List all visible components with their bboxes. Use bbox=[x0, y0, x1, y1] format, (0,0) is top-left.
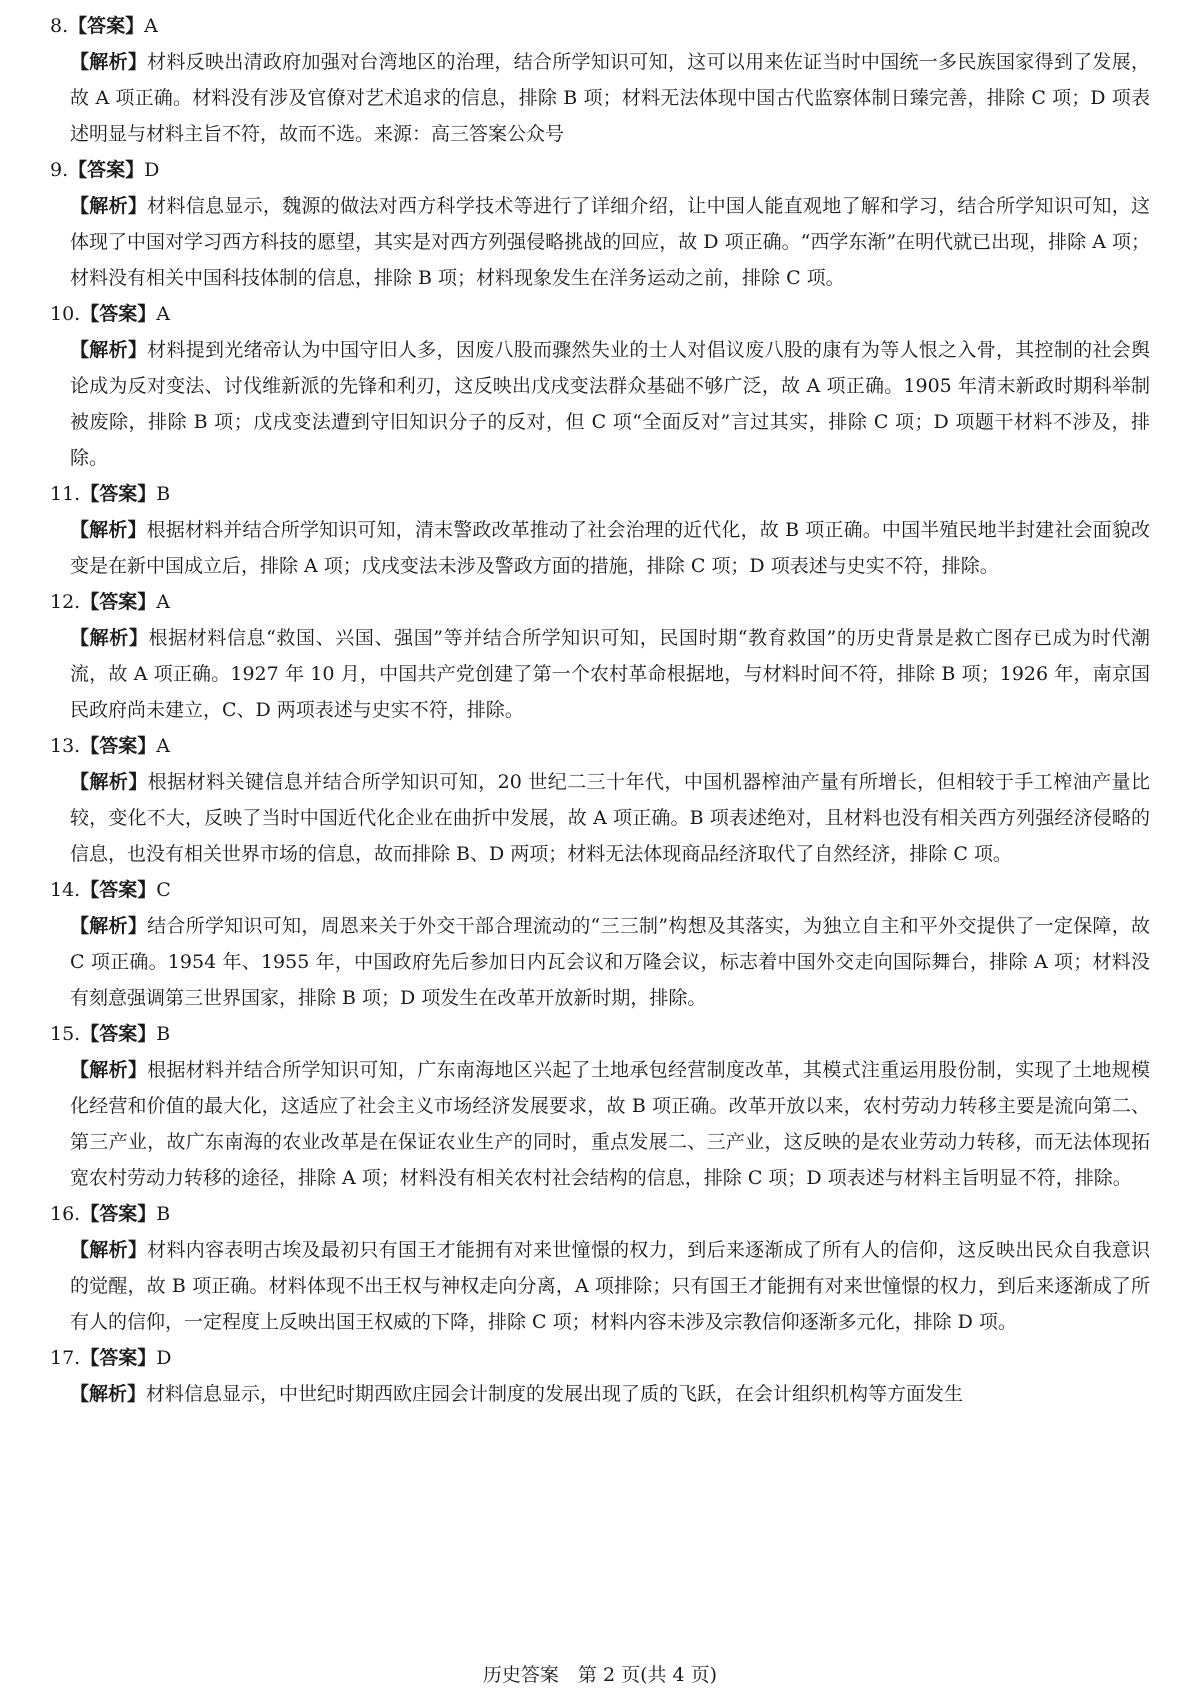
answer-value: D bbox=[156, 1347, 172, 1369]
analysis-text: 材料内容表明古埃及最初只有国王才能拥有对来世憧憬的权力，到后来逐渐成了所有人的信仰，这反映出民众自我意识的觉醒，故 B 项正确。材料体现不出王权与神权走向分离，A 项排除；只有国王才能拥有对来世憧憬的权力，到后来逐渐成了所有人的信仰，一定程度上反映出国王权威的下降，排除 C 项；材料内容未涉及宗教信仰逐渐多元化，排除 D 项。 bbox=[70, 1239, 1150, 1333]
analysis-text: 根据材料并结合所学知识可知，广东南海地区兴起了土地承包经营制度改革，其模式注重运用股份制，实现了土地规模化经营和价值的最大化，这适应了社会主义市场经济发展要求，故 B 项正确。改革开放以来，农村劳动力转移主要是流向第二、第三产业，故广东南海的农业改革是在保证农业生产的同时，重点发展二、三产业，这反映的是农业劳动力转移，而无法体现拓宽农村劳动力转移的途径，排除 A 项；材料没有相关农村社会结构的信息，排除 C 项；D 项表述与材料主旨明显不符，排除。 bbox=[70, 1059, 1150, 1189]
analysis-label: 【解析】 bbox=[70, 339, 148, 361]
analysis-paragraph bbox=[70, 908, 1150, 1016]
analysis-text: 材料反映出清政府加强对台湾地区的治理，结合所学知识可知，这可以用来佐证当时中国统一多民族国家得到了发展，故 A 项正确。材料没有涉及官僚对艺术追求的信息，排除 B 项；材料无法体现中国古代监察体制日臻完善，排除 C 项；D 项表述明显与材料主旨不符，故而不选。来源：高三答案公众号 bbox=[70, 51, 1150, 145]
question-17 bbox=[0, 1340, 1200, 1412]
analysis-paragraph bbox=[70, 1232, 1150, 1340]
answer-value: A bbox=[156, 591, 170, 613]
answer-label: 【答案】 bbox=[80, 879, 157, 901]
answer-line bbox=[0, 1196, 1200, 1232]
answer-value: D bbox=[144, 159, 160, 181]
answer-label: 【答案】 bbox=[80, 735, 157, 757]
answer-label: 【答案】 bbox=[80, 1023, 157, 1045]
question-number: 12. bbox=[50, 591, 81, 613]
question-number: 13. bbox=[50, 735, 81, 757]
analysis-text: 根据材料并结合所学知识可知，清末警政改革推动了社会治理的近代化，故 B 项正确。中国半殖民地半封建社会面貌改变是在新中国成立后，排除 A 项；戊戌变法未涉及警政方面的措施，排除 C 项；D 项表述与史实不符，排除。 bbox=[70, 519, 1150, 577]
question-12 bbox=[0, 584, 1200, 728]
question-8 bbox=[0, 8, 1200, 152]
analysis-text: 根据材料关键信息并结合所学知识可知，20 世纪二三十年代，中国机器榨油产量有所增长，但相较于手工榨油产量比较，变化不大，反映了当时中国近代化企业在曲折中发展，故 A 项正确。B 项表述绝对，且材料也没有相关西方列强经济侵略的信息，也没有相关世界市场的信息，故而排除 B、D 两项；材料无法体现商品经济取代了自然经济，排除 C 项。 bbox=[70, 771, 1150, 865]
analysis-text: 结合所学知识可知，周恩来关于外交干部合理流动的“三三制”构想及其落实，为独立自主和平外交提供了一定保障，故 C 项正确。1954 年、1955 年，中国政府先后参加日内瓦会议和万隆会议，标志着中国外交走向国际舞台，排除 A 项；材料没有刻意强调第三世界国家，排除 B 项；D 项发生在改革开放新时期，排除。 bbox=[70, 915, 1150, 1009]
answer-line bbox=[0, 728, 1200, 764]
analysis-label: 【解析】 bbox=[70, 915, 148, 937]
analysis-label: 【解析】 bbox=[70, 1059, 148, 1081]
analysis-paragraph bbox=[70, 512, 1150, 584]
answer-label: 【答案】 bbox=[80, 303, 157, 325]
answer-label: 【答案】 bbox=[68, 159, 145, 181]
question-13 bbox=[0, 728, 1200, 872]
answer-value: A bbox=[156, 735, 170, 757]
question-number: 10. bbox=[50, 303, 81, 325]
analysis-label: 【解析】 bbox=[70, 627, 149, 649]
answer-line bbox=[0, 476, 1200, 512]
question-15 bbox=[0, 1016, 1200, 1196]
answer-line bbox=[0, 584, 1200, 620]
page-footer: 历史答案 第 2 页(共 4 页) bbox=[482, 1664, 718, 1686]
analysis-label: 【解析】 bbox=[70, 1239, 148, 1261]
question-number: 14. bbox=[50, 879, 81, 901]
question-number: 15. bbox=[50, 1023, 81, 1045]
question-10 bbox=[0, 296, 1200, 476]
answer-line bbox=[0, 8, 1200, 44]
analysis-paragraph bbox=[70, 44, 1150, 152]
analysis-paragraph bbox=[70, 188, 1150, 296]
answer-value: B bbox=[156, 1203, 171, 1225]
answer-value: A bbox=[144, 15, 158, 37]
answer-line bbox=[0, 872, 1200, 908]
answer-value: C bbox=[156, 879, 171, 901]
analysis-paragraph bbox=[70, 1052, 1150, 1196]
question-number: 11. bbox=[50, 483, 81, 505]
question-number: 9. bbox=[50, 159, 69, 181]
analysis-paragraph bbox=[70, 764, 1150, 872]
analysis-text: 材料提到光绪帝认为中国守旧人多，因废八股而骤然失业的士人对倡议废八股的康有为等人恨之入骨，其控制的社会舆论成为反对变法、讨伐维新派的先锋和利刃，这反映出戊戌变法群众基础不够广泛，故 A 项正确。1905 年清末新政时期科举制被废除，排除 B 项；戊戌变法遭到守旧知识分子的反对，但 C 项“全面反对”言过其实，排除 C 项；D 项题干材料不涉及，排除。 bbox=[70, 339, 1150, 469]
answer-line bbox=[0, 1340, 1200, 1376]
answer-label: 【答案】 bbox=[80, 1347, 157, 1369]
answer-label: 【答案】 bbox=[80, 591, 157, 613]
analysis-text: 材料信息显示，中世纪时期西欧庄园会计制度的发展出现了质的飞跃，在会计组织机构等方面发生 bbox=[146, 1383, 964, 1405]
analysis-paragraph bbox=[70, 620, 1150, 728]
analysis-label: 【解析】 bbox=[70, 519, 147, 541]
question-16 bbox=[0, 1196, 1200, 1340]
answer-value: B bbox=[156, 483, 171, 505]
question-14 bbox=[0, 872, 1200, 1016]
answer-line bbox=[0, 1016, 1200, 1052]
question-number: 8. bbox=[50, 15, 69, 37]
analysis-paragraph bbox=[70, 1376, 1150, 1412]
answer-label: 【答案】 bbox=[68, 15, 145, 37]
analysis-paragraph bbox=[70, 332, 1150, 476]
analysis-label: 【解析】 bbox=[70, 771, 148, 793]
analysis-label: 【解析】 bbox=[70, 195, 148, 217]
analysis-label: 【解析】 bbox=[70, 51, 148, 73]
question-9 bbox=[0, 152, 1200, 296]
answer-label: 【答案】 bbox=[80, 1203, 157, 1225]
answer-line bbox=[0, 296, 1200, 332]
analysis-text: 根据材料信息“救国、兴国、强国”等并结合所学知识可知，民国时期“教育救国”的历史背景是救亡图存已成为时代潮流，故 A 项正确。1927 年 10 月，中国共产党创建了第一个农村革命根据地，与材料时间不符，排除 B 项；1926 年，南京国民政府尚未建立，C、D 两项表述与史实不符，排除。 bbox=[70, 627, 1150, 721]
answer-label: 【答案】 bbox=[80, 483, 157, 505]
answer-value: B bbox=[156, 1023, 171, 1045]
question-11 bbox=[0, 476, 1200, 584]
question-number: 17. bbox=[50, 1347, 81, 1369]
analysis-label: 【解析】 bbox=[70, 1383, 147, 1405]
question-number: 16. bbox=[50, 1203, 81, 1225]
answer-line bbox=[0, 152, 1200, 188]
analysis-text: 材料信息显示，魏源的做法对西方科学技术等进行了详细介绍，让中国人能直观地了解和学习，结合所学知识可知，这体现了中国对学习西方科技的愿望，其实是对西方列强侵略挑战的回应，故 D 项正确。“西学东渐”在明代就已出现，排除 A 项；材料没有相关中国科技体制的信息，排除 B 项；材料现象发生在洋务运动之前，排除 C 项。 bbox=[70, 195, 1150, 289]
answer-value: A bbox=[156, 303, 170, 325]
